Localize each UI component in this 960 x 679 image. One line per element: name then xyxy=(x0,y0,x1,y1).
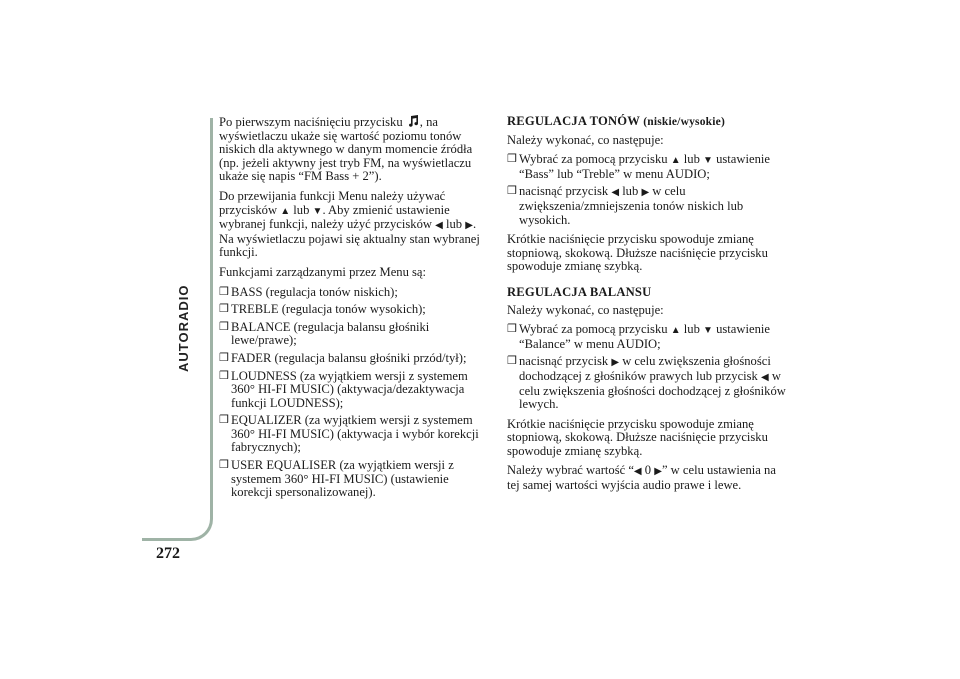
heading-balance-regulation: REGULACJA BALANSU xyxy=(507,284,652,299)
bullet-icon: ❒ xyxy=(507,355,517,368)
bullet-icon: ❒ xyxy=(219,351,229,364)
list-item: ❒ BALANCE (regulacja balansu głośniki lewe/prawe); xyxy=(219,319,430,348)
bullet-icon: ❒ xyxy=(219,303,229,316)
list-item: ❒ Wybrać za pomocą przycisku ▲ lub ▼ ustawienie “Bass” lub “Treble” w menu AUDIO; xyxy=(507,152,770,181)
music-note-icon xyxy=(407,115,419,127)
list-item: ❒ nacisnąć przycisk ▶ w celu zwiększenia głośności dochodzącej z głośników prawych lub przycisk ◀ w celu zwiększenia głośności dochodzącej z głośników lewych. xyxy=(507,354,786,412)
right-arrow-icon: ▶ xyxy=(641,187,650,199)
page-number: 272 xyxy=(156,545,180,562)
bullet-icon: ❒ xyxy=(219,285,229,298)
section-label: AUTORADIO xyxy=(176,284,191,372)
up-arrow-icon: ▲ xyxy=(670,155,681,167)
paragraph-balance-zero: Należy wybrać wartość “◀ 0 ▶” w celu ustawienia na tej samej wartości wyjścia audio prawe i lewe. xyxy=(507,463,776,493)
right-arrow-icon: ▶ xyxy=(611,357,620,369)
bullet-icon: ❒ xyxy=(219,369,229,382)
bullet-icon: ❒ xyxy=(507,323,517,336)
list-item: ❒ nacisnąć przycisk ◀ lub ▶ w celu zwiększenia/zmniejszenia tonów niskich lub wysokich. xyxy=(507,184,744,227)
paragraph-press-duration-balance: Krótkie naciśnięcie przycisku spowoduje zmianę stopniową, skokową. Dłuższe naciśnięcie przycisku spowoduje zmianę szybką. xyxy=(507,416,768,458)
right-column xyxy=(507,115,789,499)
list-item: ❒ LOUDNESS (za wyjątkiem wersji z systemem 360° HI-FI MUSIC) (aktywacja/dezaktywacja funkcji LOUDNESS); xyxy=(219,368,468,410)
left-arrow-icon: ◀ xyxy=(435,220,443,232)
left-column xyxy=(219,115,491,506)
left-arrow-icon: ◀ xyxy=(633,466,642,478)
list-item: ❒ TREBLE (regulacja tonów wysokich); xyxy=(219,302,426,317)
left-arrow-icon: ◀ xyxy=(611,187,620,199)
down-arrow-icon: ▼ xyxy=(312,205,323,217)
bullet-icon: ❒ xyxy=(219,459,229,472)
bullet-icon: ❒ xyxy=(219,414,229,427)
paragraph-intro-tone: Należy wykonać, co następuje: xyxy=(507,132,664,147)
bullet-icon: ❒ xyxy=(507,153,517,166)
paragraph-bass-display: Po pierwszym naciśnięciu przycisku , na wyświetlaczu ukaże się wartość poziomu tonów niskich dla aktywnego w danym momencie źródła (np. jeżeli aktywny jest tryb FM, na wyświetlaczu ukaże się napis “FM Bass + 2”). xyxy=(219,115,473,184)
paragraph-intro-balance: Należy wykonać, co następuje: xyxy=(507,302,664,317)
list-item: ❒ Wybrać za pomocą przycisku ▲ lub ▼ ustawienie “Balance” w menu AUDIO; xyxy=(507,322,770,351)
up-arrow-icon: ▲ xyxy=(670,325,681,337)
balance-steps-list xyxy=(507,323,789,412)
list-item: ❒ EQUALIZER (za wyjątkiem wersji z systemem 360° HI-FI MUSIC) (aktywacja i wybór korekcji fabrycznych); xyxy=(219,413,479,455)
left-arrow-icon: ◀ xyxy=(761,371,769,383)
bullet-icon: ❒ xyxy=(507,185,517,198)
right-arrow-icon: ▶ xyxy=(465,220,473,232)
list-item: ❒ FADER (regulacja balansu głośniki przód/tył); xyxy=(219,350,467,365)
tone-steps-list xyxy=(507,153,789,227)
bullet-icon: ❒ xyxy=(219,320,229,333)
paragraph-menu-functions-intro: Funkcjami zarządzanymi przez Menu są: xyxy=(219,264,427,279)
up-arrow-icon: ▲ xyxy=(280,205,291,217)
right-arrow-icon: ▶ xyxy=(654,466,662,478)
menu-functions-list xyxy=(219,286,491,500)
list-item: ❒ BASS (regulacja tonów niskich); xyxy=(219,284,398,299)
down-arrow-icon: ▼ xyxy=(703,155,713,167)
paragraph-menu-navigation: Do przewijania funkcji Menu należy używać przycisków ▲ lub ▼. Aby zmienić ustawienie wybranej funkcji, należy użyć przycisków ◀ lub ▶. Na wyświetlaczu pojawi się aktualny stan wybranej funkcji. xyxy=(219,188,480,260)
list-item: ❒ USER EQUALISER (za wyjątkiem wersji z systemem 360° HI-FI MUSIC) (ustawienie korekcji spersonalizowanej). xyxy=(219,458,454,500)
heading-tone-regulation: REGULACJA TONÓW (niskie/wysokie) xyxy=(507,114,725,128)
paragraph-press-duration-tone: Krótkie naciśnięcie przycisku spowoduje zmianę stopniową, skokową. Dłuższe naciśnięcie przycisku spowoduje zmianę szybką. xyxy=(507,232,768,274)
down-arrow-icon: ▼ xyxy=(703,325,713,337)
